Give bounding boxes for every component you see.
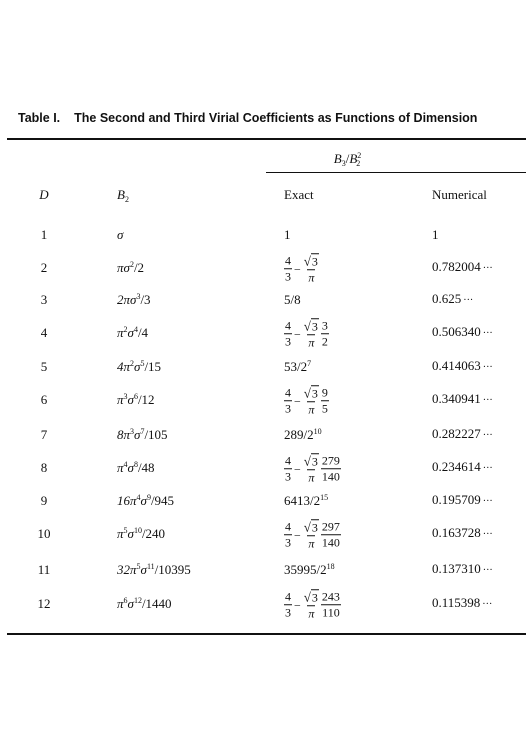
exact-expression: $\frac{4}{3}$ − $\frac{√3}{\pi}$ $\frac{3}{2}$ — [285, 317, 328, 349]
row-b2: $\pi^4\sigma^8/48$ — [117, 460, 155, 475]
row-dimension: 9 — [40, 493, 48, 508]
row-exact — [284, 252, 320, 284]
header-b2: $B_2$ — [117, 187, 129, 204]
row-numerical: 0.163728 ··· — [432, 525, 493, 540]
row-dimension: 3 — [40, 292, 48, 307]
row-numerical: 0.414063 ··· — [432, 358, 493, 373]
row-exact: 5/8 — [284, 292, 301, 307]
row-dimension: 11 — [37, 562, 51, 577]
row-b2: $\pi\sigma^2/2$ — [117, 260, 145, 275]
row-numerical: 0.782004 ··· — [432, 259, 493, 274]
row-b2: $32\pi^5\sigma^{11}/10395$ — [117, 562, 191, 577]
row-numerical: 1 — [432, 227, 439, 242]
header-exact: Exact — [284, 187, 314, 202]
row-numerical: 0.234614 ··· — [432, 459, 493, 474]
row-numerical: 0.195709 ··· — [432, 492, 493, 507]
row-exact: 1 — [284, 227, 291, 242]
header-ratio: $B_3/B^2_2$ — [333, 151, 362, 168]
row-exact — [284, 452, 341, 484]
row-dimension: 12 — [37, 596, 51, 611]
exact-expression: $\frac{4}{3}$ − $\frac{√3}{\pi}$ — [285, 252, 318, 284]
bottom-rule — [7, 633, 526, 635]
row-dimension: 4 — [40, 325, 48, 340]
row-dimension: 5 — [40, 359, 48, 374]
row-b2: σ — [117, 227, 124, 242]
row-exact — [284, 384, 329, 416]
exact-expression: $\frac{4}{3}$ − $\frac{√3}{\pi}$ $\frac{279}{140}$ — [285, 452, 340, 484]
row-exact: $35995/2^{18}$ — [284, 562, 335, 577]
row-b2: $4\pi^2\sigma^5/15$ — [117, 359, 162, 374]
row-numerical: 0.282227 ··· — [432, 426, 493, 441]
table-caption — [18, 111, 518, 125]
row-b2: $\pi^5\sigma^{10}/240$ — [117, 526, 166, 541]
row-numerical: 0.115398 ··· — [432, 595, 493, 610]
row-numerical: 0.340941 ··· — [432, 391, 493, 406]
row-dimension: 6 — [40, 392, 48, 407]
table-label: Table I. — [18, 111, 61, 125]
row-numerical: 0.137310 ··· — [432, 561, 493, 576]
ratio-subheader-rule — [266, 172, 526, 173]
exact-expression: $\frac{4}{3}$ − $\frac{√3}{\pi}$ $\frac{297}{140}$ — [285, 518, 340, 550]
row-exact: $6413/2^{15}$ — [284, 493, 329, 508]
row-b2: $\pi^3\sigma^6/12$ — [117, 392, 155, 407]
row-b2: $\pi^6\sigma^{12}/1440$ — [117, 596, 172, 611]
row-dimension: 7 — [40, 427, 48, 442]
row-dimension: 1 — [40, 227, 48, 242]
row-b2: $2\pi\sigma^3/3$ — [117, 292, 151, 307]
top-rule — [7, 138, 526, 140]
row-b2: $8\pi^3\sigma^7/105$ — [117, 427, 168, 442]
header-numerical: Numerical — [432, 187, 487, 202]
row-exact — [284, 588, 341, 620]
header-dimension: D — [39, 187, 49, 202]
row-dimension: 2 — [40, 260, 48, 275]
row-numerical: 0.625 ··· — [432, 291, 474, 306]
row-b2: $16\pi^4\sigma^9/945$ — [117, 493, 175, 508]
row-b2: $\pi^2\sigma^4/4$ — [117, 325, 149, 340]
table-title: The Second and Third Virial Coefficients as Functions of Dimension — [74, 111, 478, 125]
exact-expression: $\frac{4}{3}$ − $\frac{√3}{\pi}$ $\frac{243}{110}$ — [285, 588, 340, 620]
row-dimension: 8 — [40, 460, 48, 475]
row-exact — [284, 317, 329, 349]
row-numerical: 0.506340 ··· — [432, 324, 493, 339]
row-dimension: 10 — [37, 526, 51, 541]
row-exact — [284, 518, 341, 550]
exact-expression: $\frac{4}{3}$ − $\frac{√3}{\pi}$ $\frac{9}{5}$ — [285, 384, 328, 416]
row-exact: $53/2^7$ — [284, 359, 312, 374]
row-exact: $289/2^{10}$ — [284, 427, 322, 442]
